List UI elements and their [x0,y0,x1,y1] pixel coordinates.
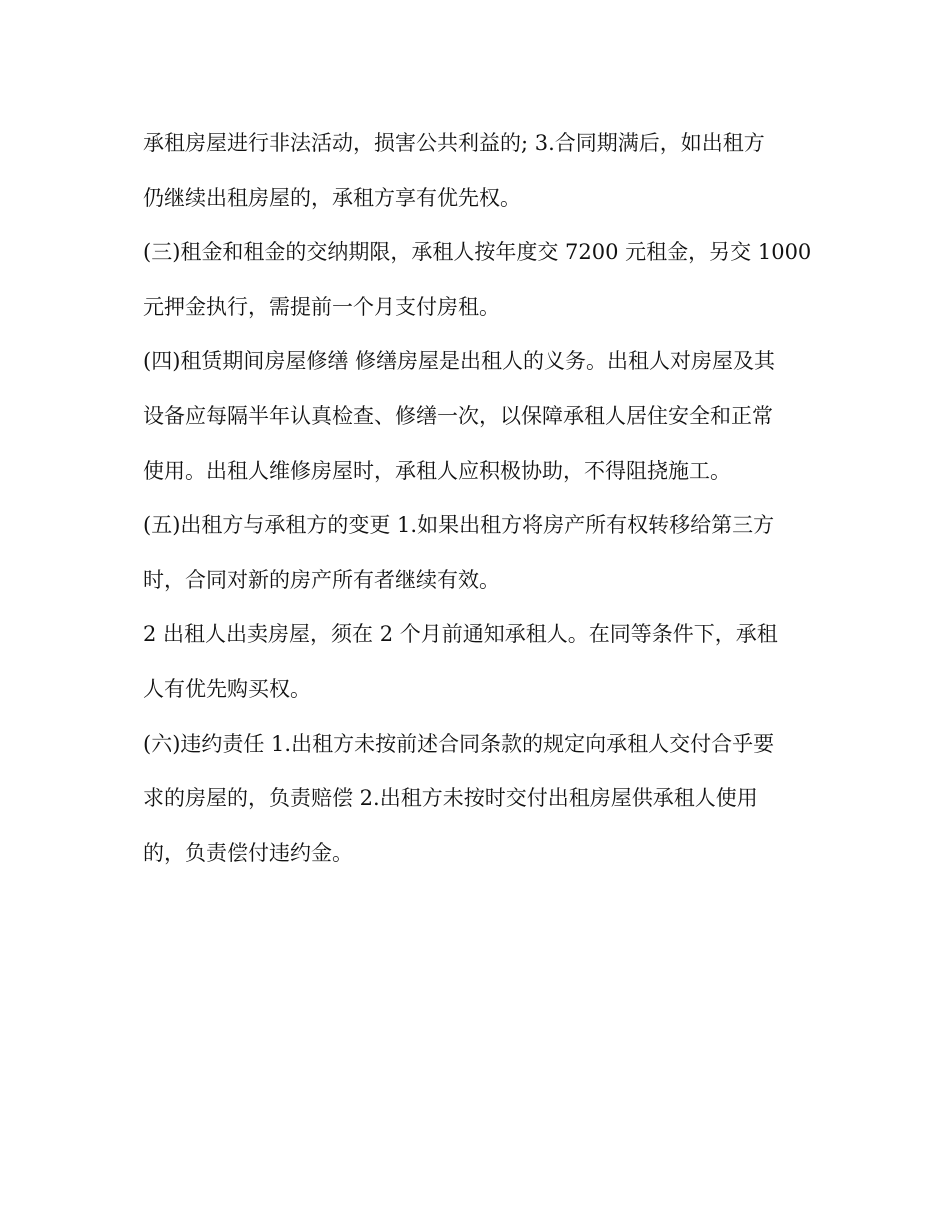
text-line: 求的房屋的，负责赔偿 2.出租方未按时交付出租房屋供承租人使用 [143,786,758,811]
text-line: 使用。出租人维修房屋时，承租人应积极协助，不得阻挠施工。 [143,458,731,483]
text-line: 人有优先购买权。 [143,676,311,701]
text-line: (六)违约责任 1.出租方未按前述合同条款的规定向承租人交付合乎要 [143,731,775,756]
text-line: 设备应每隔半年认真检查、修缮一次，以保障承租人居住安全和正常 [143,403,773,428]
text-line: (四)租赁期间房屋修缮 修缮房屋是出租人的义务。出租人对房屋及其 [143,349,776,374]
text-line: 仍继续出租房屋的，承租方享有优先权。 [143,185,521,210]
text-line: (三)租金和租金的交纳期限，承租人按年度交 7200 元租金，另交 1000 [143,240,812,265]
text-line: (五)出租方与承租方的变更 1.如果出租方将房产所有权转移给第三方 [143,513,775,538]
text-line: 2 出租人出卖房屋，须在 2 个月前通知承租人。在同等条件下，承租 [143,622,778,647]
text-line: 元押金执行，需提前一个月支付房租。 [143,294,500,319]
text-line: 时，合同对新的房产所有者继续有效。 [143,567,500,592]
text-line: 承租房屋进行非法活动，损害公共利益的; 3.合同期满后，如出租方 [143,131,765,155]
contract-text [143,121,823,885]
text-line: 的，负责偿付违约金。 [143,840,353,865]
